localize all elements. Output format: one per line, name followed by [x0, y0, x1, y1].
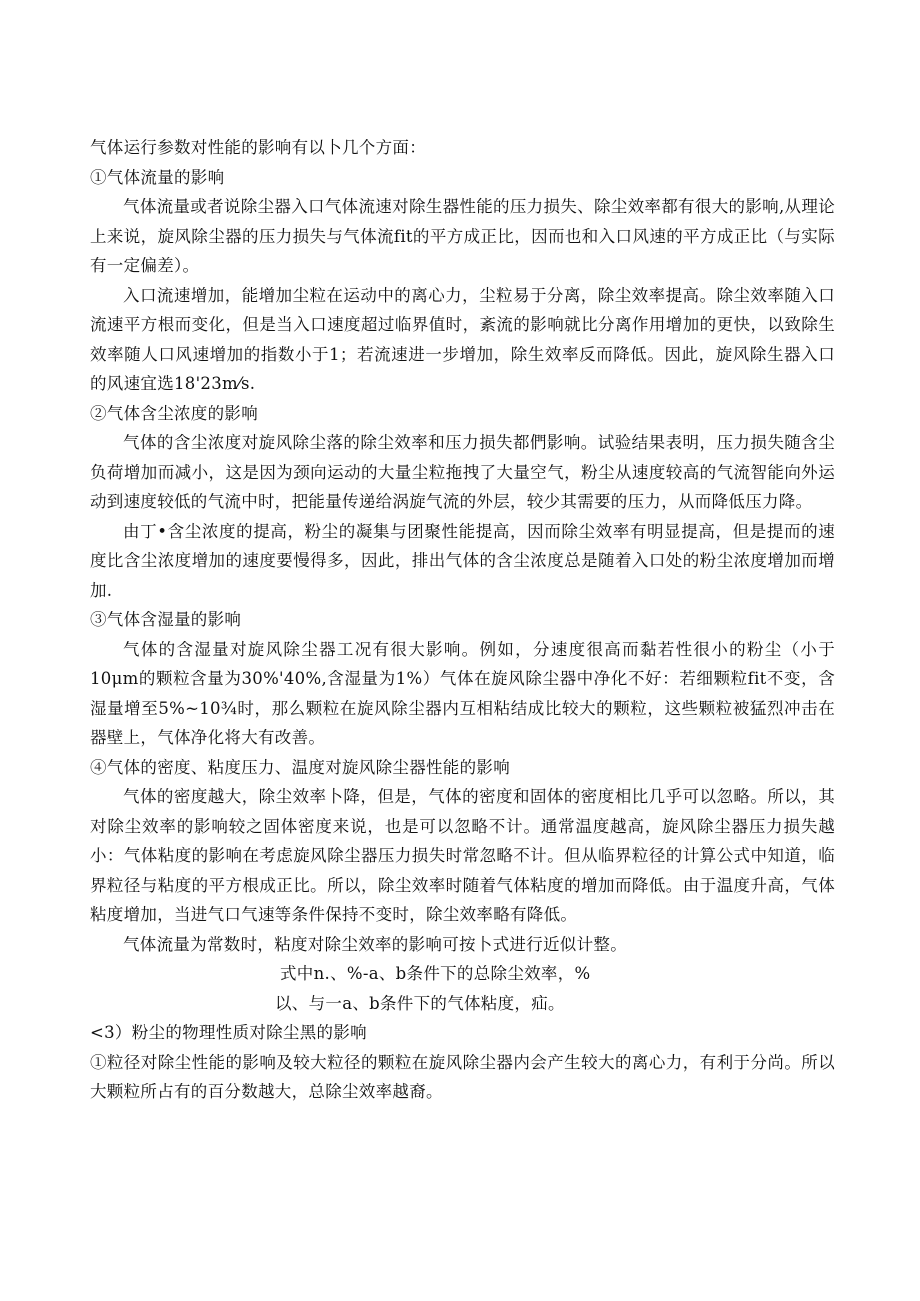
section-heading-flow: ①气体流量的影响	[90, 167, 225, 187]
section-heading-density: ④气体的密度、粘度压力、温度对旋风除尘器性能的影响	[90, 757, 510, 777]
paragraph-density-1: 气体的密度越大，除尘效率卜降，但是，气体的密度和固体的密度相比几乎可以忽略。所以，其对除尘效率的影响较之固体密度来说，也是可以忽略不计。通常温度越高，旋风除尘器压力损失越小：气体粘度的影响在考虑旋风除尘器压力损失时常忽略不计。但从临界粒径的计算公式中知道，临界粒径与粘度的平方根成正比。所以，除尘效率时随着气体粘度的增加而降低。由于温度升高，气体粘度增加，当进气口气速等条件保持不变时，除尘效率略有降低。	[90, 787, 835, 924]
paragraph-humidity-1: 气体的含湿量对旋风除尘器工况有很大影响。例如，分速度很高而黏若性很小的粉尘（小于10μm的颗粒含量为30%'40%,含湿量为1%）气体在旋风除尘器中净化不好：若细颗粒fit不变，含湿量增至5%~10¾时，那么颗粒在旋风除尘器内互相粘结成比较大的颗粒，这些颗粒被猛烈冲击在器壁上，气体净化将大有改善。	[90, 639, 835, 747]
document-body	[90, 133, 835, 1107]
paragraph-density-2: 气体流量为常数时，粘度对除尘效率的影响可按卜式进行近似计整。	[123, 934, 627, 954]
paragraph-flow-1: 气体流量或者说除尘器入口气体流速对除生器性能的压力损失、除尘效率都有很大的影响,从理论上来说，旋风除尘器的压力损失与气体流fit的平方成正比，因而也和入口风速的平方成正比（与实际有一定偏差）。	[90, 197, 835, 275]
formula-line-1: 式中n.、%-a、b条件下的总除尘效率，%	[280, 964, 591, 983]
paragraph-dust-2: 由丁•含尘浓度的提高，粉尘的凝集与团聚性能提高，因而除尘效率有明显提高，但是提而的速度比含尘浓度增加的速度要慢得多，因此，排出气体的含尘浓度总是随着入口处的粉尘浓度增加而增加.	[90, 521, 835, 600]
section-heading-dust: ②气体含尘浓度的影响	[90, 403, 258, 423]
formula-line-2: 以、与一a、b条件下的气体粘度，疝。	[275, 993, 565, 1013]
paragraph-dust-1: 气体的含尘浓度对旋风除尘落的除尘效率和压力损失都們影响。试验结果表明，压力损失随含尘负荷增加而减小，这是因为颈向运动的大量尘粒拖拽了大量空气，粉尘从速度较高的气流智能向外运动到速度较低的气流中时，把能量传递给涡旋气流的外层，较少其需要的压力，从而降低压力降。	[90, 433, 835, 511]
paragraph-flow-2: 入口流速增加，能增加尘粒在运动中的离心力，尘粒易于分离，除尘效率提高。除尘效率随入口流速平方根而变化，但是当入口速度超过临界值时，紊流的影响就比分离作用增加的更快，以致除生效率随人口风速增加的指数小于1；若流速进一步增加，除生效率反而降低。因此，旋风除生器入口的风速宜选18'23m⁄s.	[90, 285, 835, 393]
part3-heading: <3）粉尘的物理性质对除尘黑的影响	[90, 1023, 367, 1042]
part3-paragraph-1: ①粒径对除尘性能的影响及较大粒径的颗粒在旋风除尘器内会产生较大的离心力，有利于分尚。所以大颗粒所占有的百分数越大，总除尘效率越裔。	[90, 1052, 835, 1101]
intro-line: 气体运行参数对性能的影响有以卜几个方面：	[90, 138, 426, 157]
section-heading-humidity: ③气体含湿量的影响	[90, 610, 242, 629]
